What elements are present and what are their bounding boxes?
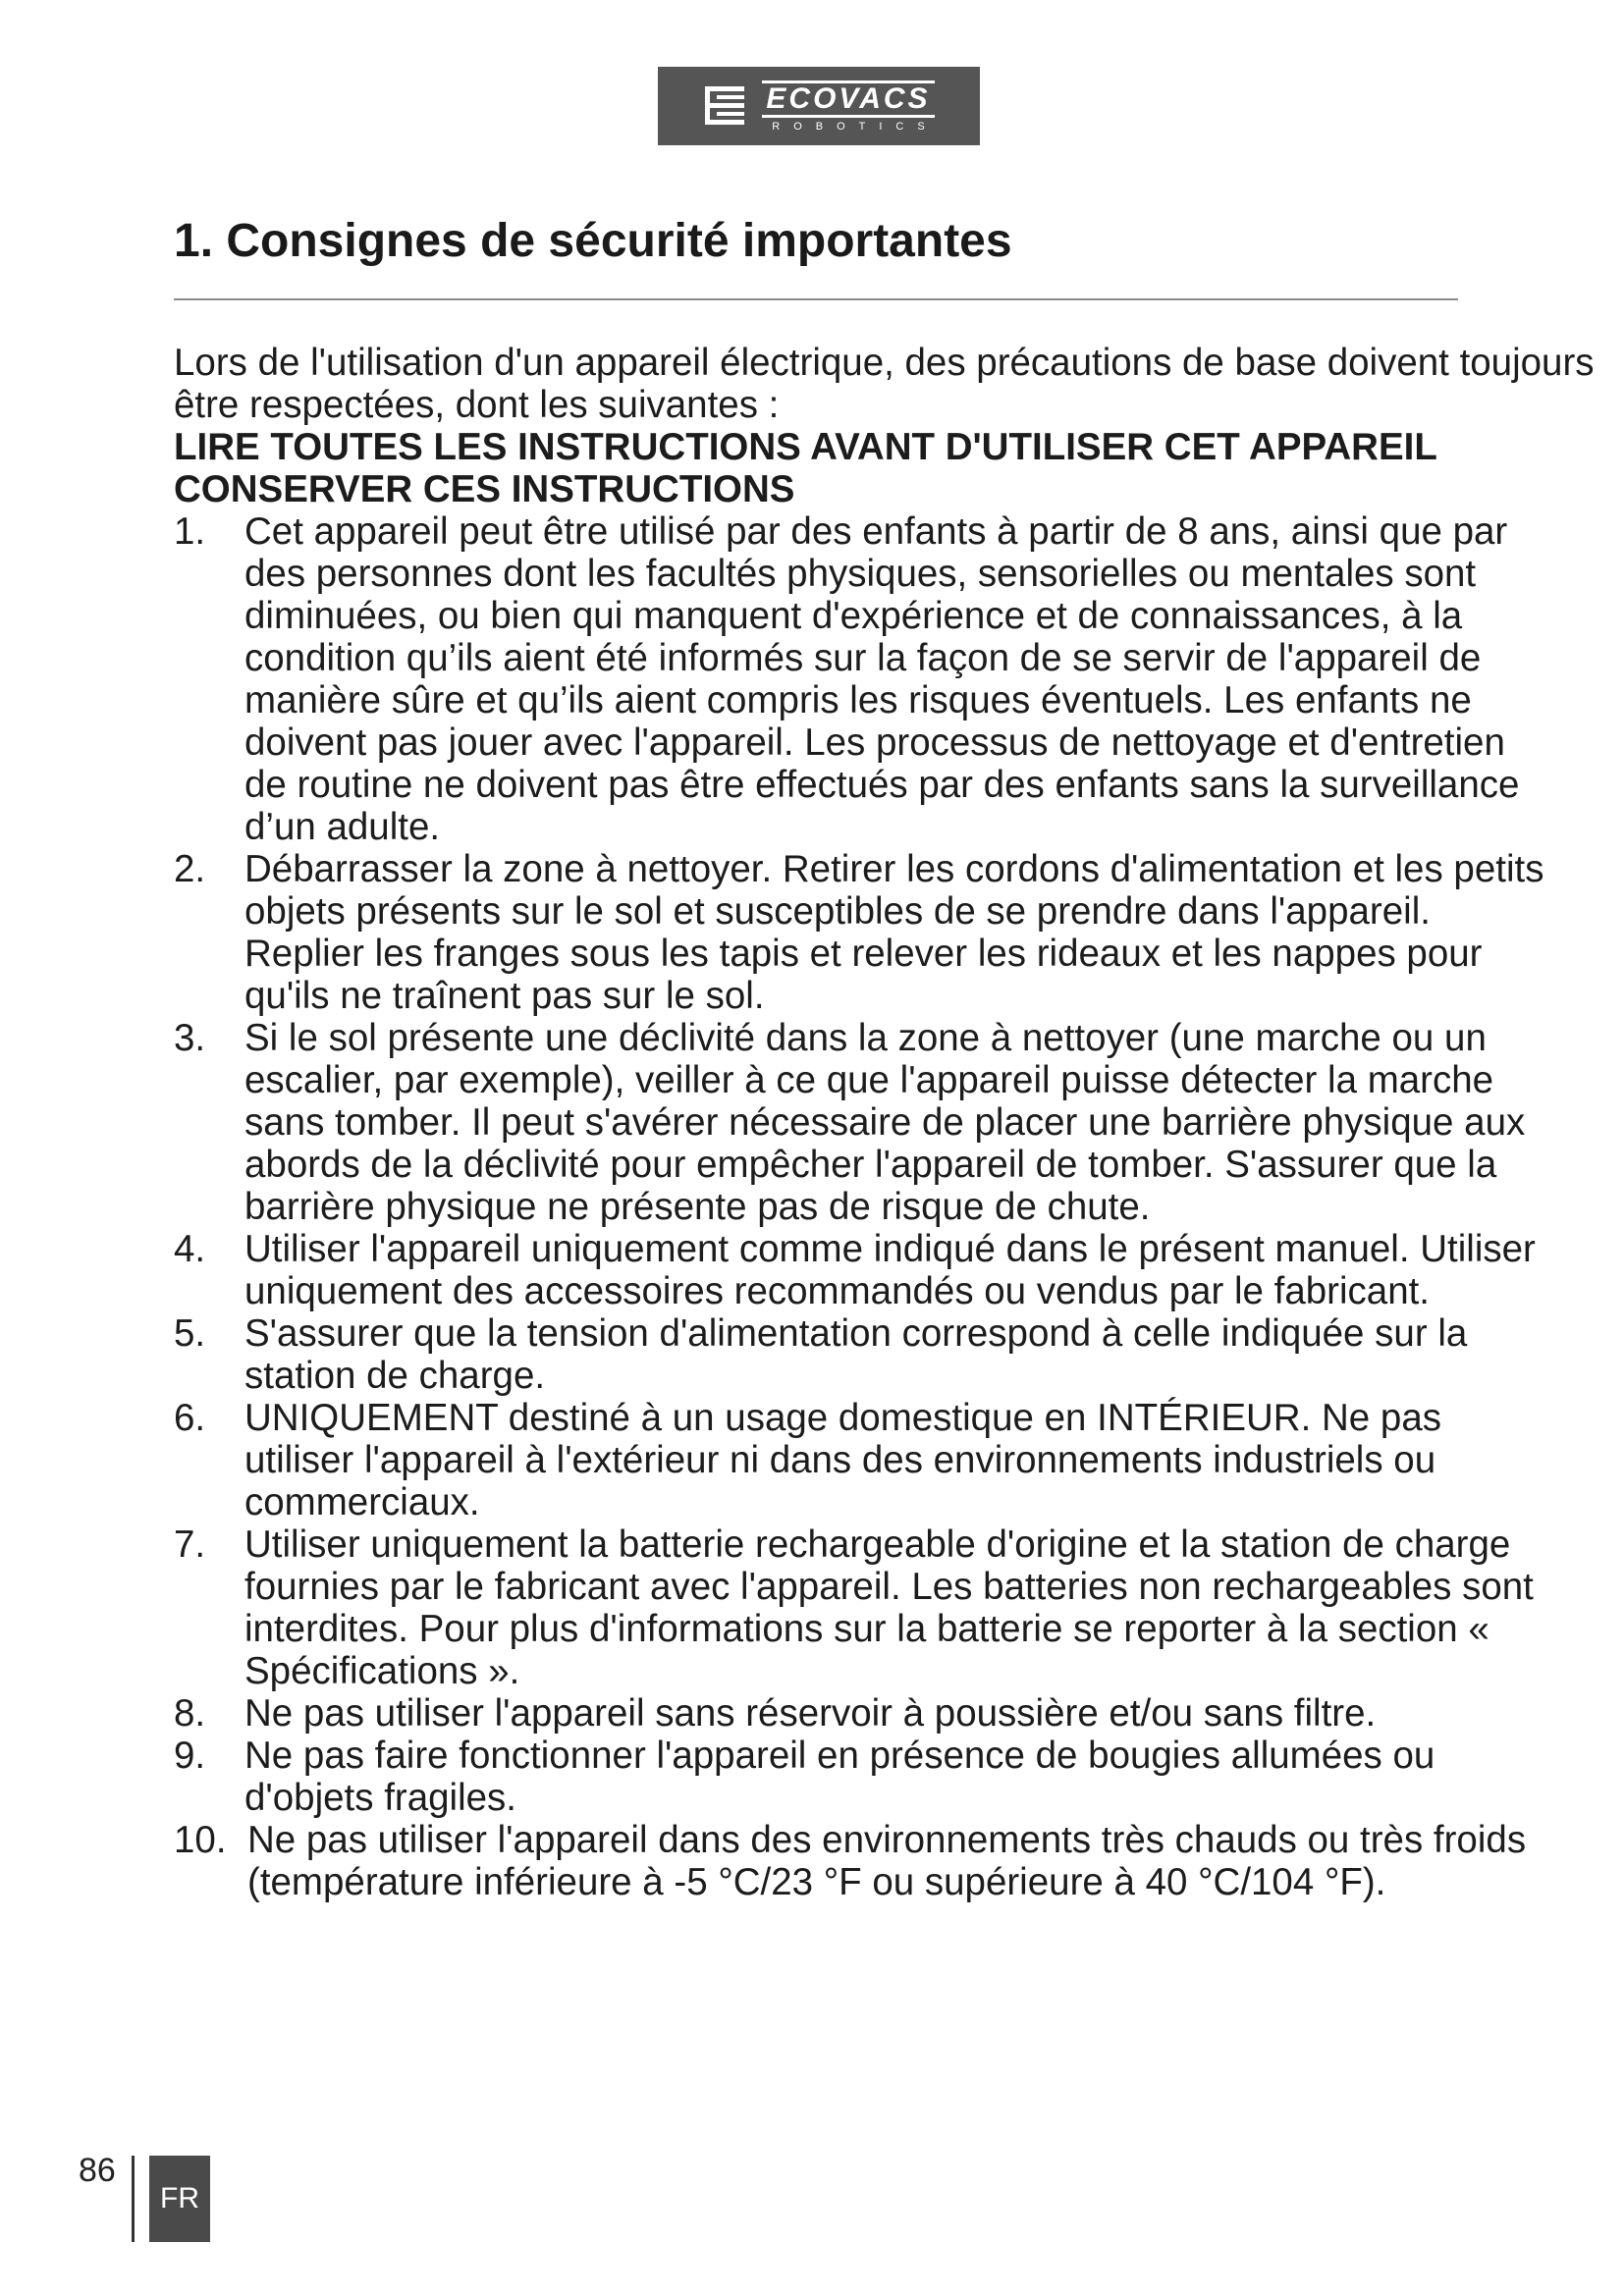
page-number: 86 — [79, 2152, 116, 2189]
item-number: 9. — [174, 1735, 206, 1777]
logo-brand: ECOVACS — [762, 80, 934, 118]
logo-sub: ROBOTICS — [772, 120, 939, 133]
footer-divider — [132, 2156, 135, 2242]
item-text: S'assurer que la tension d'alimentation correspond à celle indiquée sur la station de charge. — [244, 1312, 1468, 1397]
intro-paragraph: Lors de l'utilisation d'un appareil électrique, des précautions de base doivent toujours être respectées, dont les suivantes : — [174, 342, 1595, 426]
item-number: 6. — [174, 1397, 206, 1439]
list-item — [174, 1397, 1597, 1523]
list-item — [174, 1819, 1597, 1903]
list-item — [174, 1692, 1597, 1735]
logo-wordmark — [762, 80, 939, 133]
item-text: Utiliser l'appareil uniquement comme indiqué dans le présent manuel. Utiliser uniquement des accessoires recommandés ou vendus par le fabricant. — [244, 1228, 1536, 1312]
list-item — [174, 848, 1597, 1017]
list-item — [174, 1017, 1597, 1228]
ecovacs-emblem-icon — [703, 83, 748, 129]
item-number: 5. — [174, 1312, 206, 1355]
list-item — [174, 1735, 1597, 1819]
list-item — [174, 510, 1597, 848]
item-number: 10. — [174, 1819, 227, 1861]
item-number: 8. — [174, 1692, 206, 1735]
heading-read-instructions: LIRE TOUTES LES INSTRUCTIONS AVANT D'UTILISER CET APPAREIL — [174, 426, 1437, 468]
page-title: 1. Consignes de sécurité importantes — [174, 215, 1012, 267]
title-divider — [174, 298, 1458, 300]
item-text: Débarrasser la zone à nettoyer. Retirer les cordons d'alimentation et les petits objets présents sur le sol et susceptibles de se prendre dans l'appareil. Replier les franges sous les tapis et relever les rideaux et les nappes pour qu'ils ne traînent pas sur le sol. — [244, 848, 1544, 1017]
item-number: 1. — [174, 510, 206, 553]
item-number: 2. — [174, 848, 206, 890]
list-item — [174, 1523, 1597, 1692]
item-text: Ne pas utiliser l'appareil sans réservoir à poussière et/ou sans filtre. — [244, 1692, 1377, 1735]
heading-keep-instructions: CONSERVER CES INSTRUCTIONS — [174, 468, 795, 510]
language-tab: FR — [149, 2156, 210, 2242]
item-text: Utiliser uniquement la batterie rechargeable d'origine et la station de charge fournies par le fabricant avec l'appareil. Les batteries non rechargeables sont interdites. Pour plus d'informations sur la batterie se reporter à la section « Spécifications ». — [244, 1523, 1534, 1692]
item-text: Si le sol présente une déclivité dans la zone à nettoyer (une marche ou un escalier, par exemple), veiller à ce que l'appareil puisse détecter la marche sans tomber. Il peut s'avérer nécessaire de placer une barrière physique aux abords de la déclivité pour empêcher l'appareil de tomber. S'assurer que la barrière physique ne présente pas de risque de chute. — [244, 1017, 1526, 1228]
item-text: Cet appareil peut être utilisé par des enfants à partir de 8 ans, ainsi que par des personnes dont les facultés physiques, sensorielles ou mentales sont diminuées, ou bien qui manquent d'expérience et de connaissances, à la condition qu’ils aient été informés sur la façon de se servir de l'appareil de manière sûre et qu’ils aient compris les risques éventuels. Les enfants ne doivent pas jouer avec l'appareil. Les processus de nettoyage et d'entretien de routine ne doivent pas être effectués par des enfants sans la surveillance d’un adulte. — [244, 510, 1520, 848]
ecovacs-logo — [658, 67, 980, 145]
item-number: 3. — [174, 1017, 206, 1059]
list-item — [174, 1228, 1597, 1312]
item-text: UNIQUEMENT destiné à un usage domestique en INTÉRIEUR. Ne pas utiliser l'appareil à l'extérieur ni dans des environnements industriels ou commerciaux. — [244, 1397, 1441, 1523]
item-number: 4. — [174, 1228, 206, 1270]
item-text: Ne pas utiliser l'appareil dans des environnements très chauds ou très froids (température inférieure à -5 °C/23 °F ou supérieure à 40 °C/104 °F). — [247, 1819, 1527, 1903]
item-number: 7. — [174, 1523, 206, 1566]
item-text: Ne pas faire fonctionner l'appareil en présence de bougies allumées ou d'objets fragiles. — [244, 1735, 1435, 1819]
list-item — [174, 1312, 1597, 1397]
safety-content — [174, 342, 1597, 1903]
